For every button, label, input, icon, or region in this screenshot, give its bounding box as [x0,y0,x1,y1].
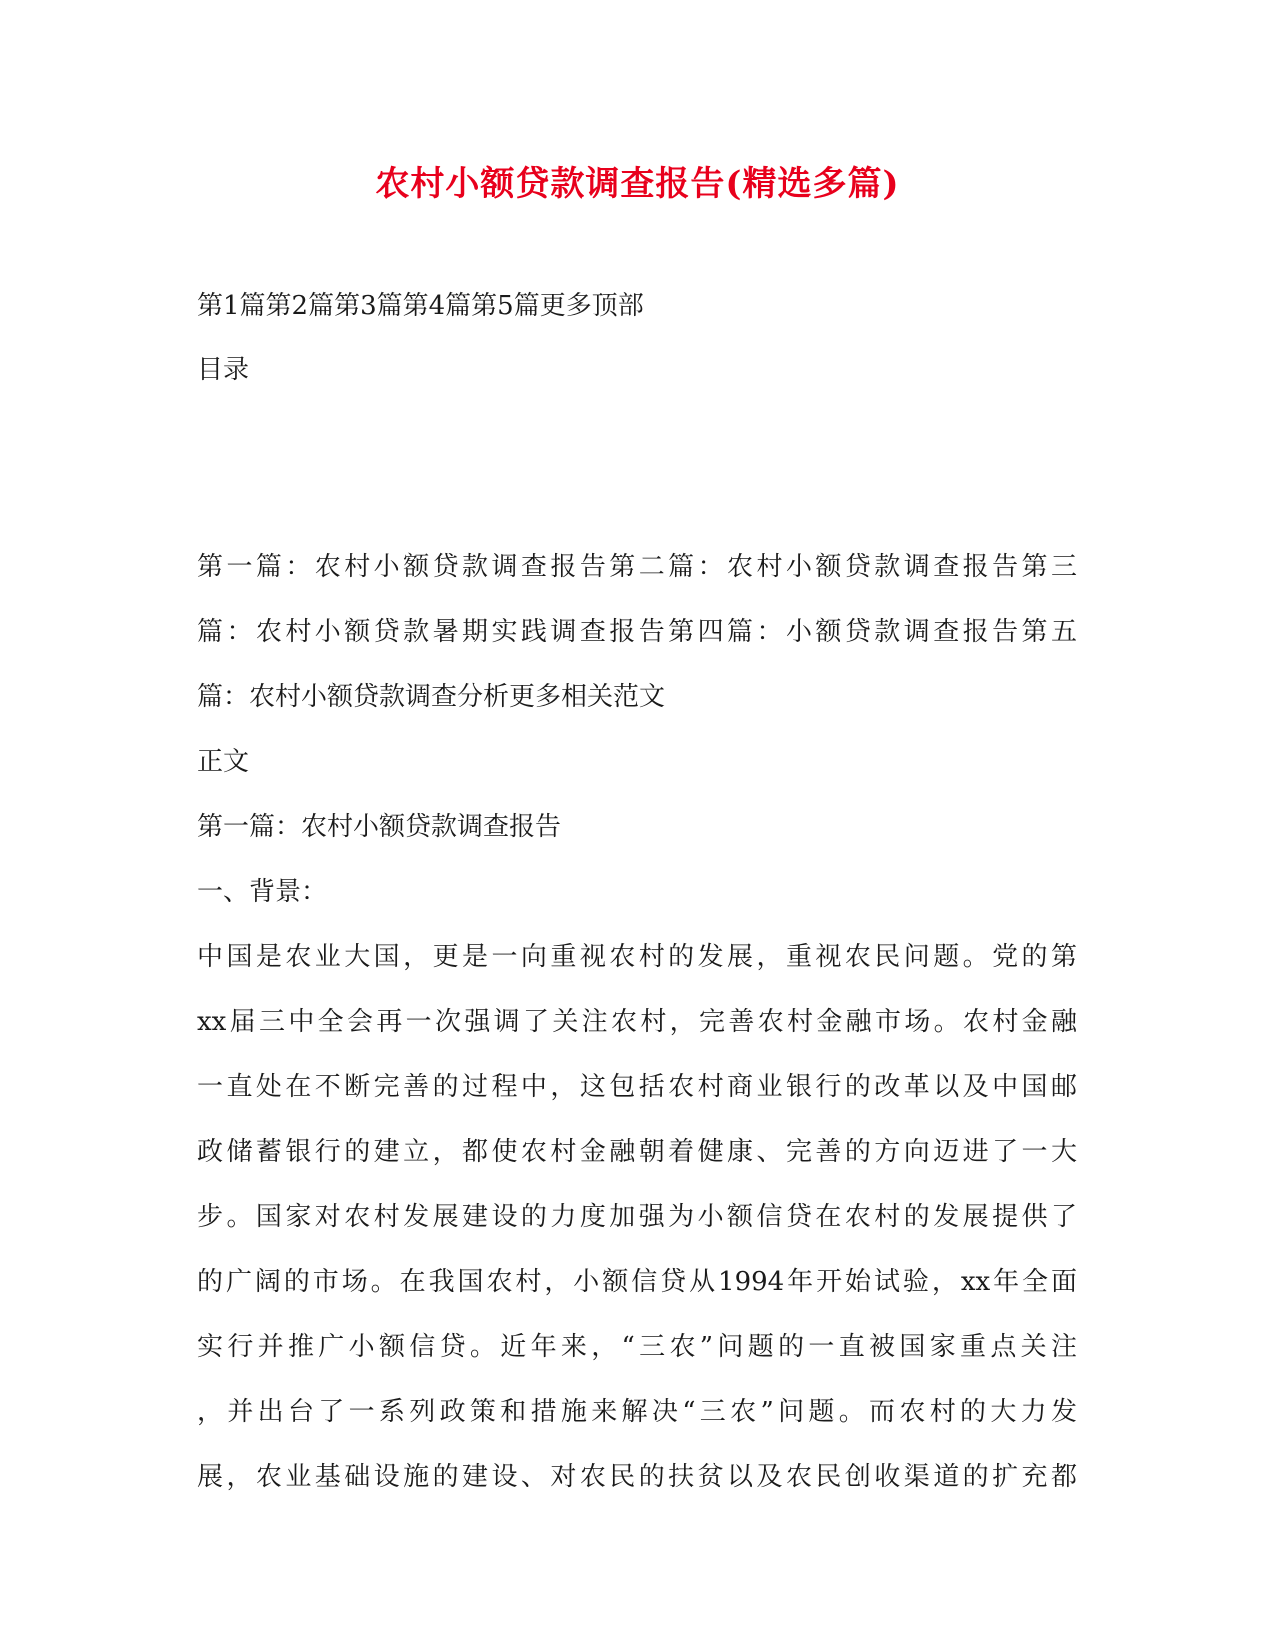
toc-line: 第一篇：农村小额贷款调查报告第二篇：农村小额贷款调查报告第三 [197,552,1077,582]
document-title: 农村小额贷款调查报告(精选多篇) [375,164,900,204]
paragraph-line: 的广阔的市场。在我国农村，小额信贷从1994年开始试验，xx年全面 [197,1267,1077,1297]
body-section [197,730,1077,1510]
body-label: 正文 [197,747,250,777]
paragraph-line: 政储蓄银行的建立，都使农村金融朝着健康、完善的方向迈进了一大 [197,1137,1077,1167]
paragraph-line: 中国是农业大国，更是一向重视农村的发展，重视农民问题。党的第 [197,942,1077,972]
paragraph-line: ，并出台了一系列政策和措施来解决“三农”问题。而农村的大力发 [197,1397,1077,1427]
toc-line: 篇：农村小额贷款调查分析更多相关范文 [197,682,666,712]
paragraph-line: 实行并推广小额信贷。近年来，“三农”问题的一直被国家重点关注 [197,1332,1077,1362]
paragraph-line: 步。国家对农村发展建设的力度加强为小额信贷在农村的发展提供了 [197,1202,1077,1232]
paragraph-line: 展，农业基础设施的建设、对农民的扶贫以及农民创收渠道的扩充都 [197,1462,1077,1492]
paragraph-line: xx届三中全会再一次强调了关注农村，完善农村金融市场。农村金融 [197,1007,1077,1037]
toc-label: 目录 [197,355,250,385]
paragraph-line: 一直处在不断完善的过程中，这包括农村商业银行的改革以及中国邮 [197,1072,1077,1102]
chapter-heading: 第一篇：农村小额贷款调查报告 [197,812,562,842]
section-heading: 一、背景： [197,877,328,907]
table-of-contents [197,535,1077,730]
chapter-nav: 第1篇第2篇第3篇第4篇第5篇更多顶部 [197,291,644,321]
toc-line: 篇：农村小额贷款暑期实践调查报告第四篇：小额贷款调查报告第五 [197,617,1077,647]
body-paragraph [197,925,1077,1510]
